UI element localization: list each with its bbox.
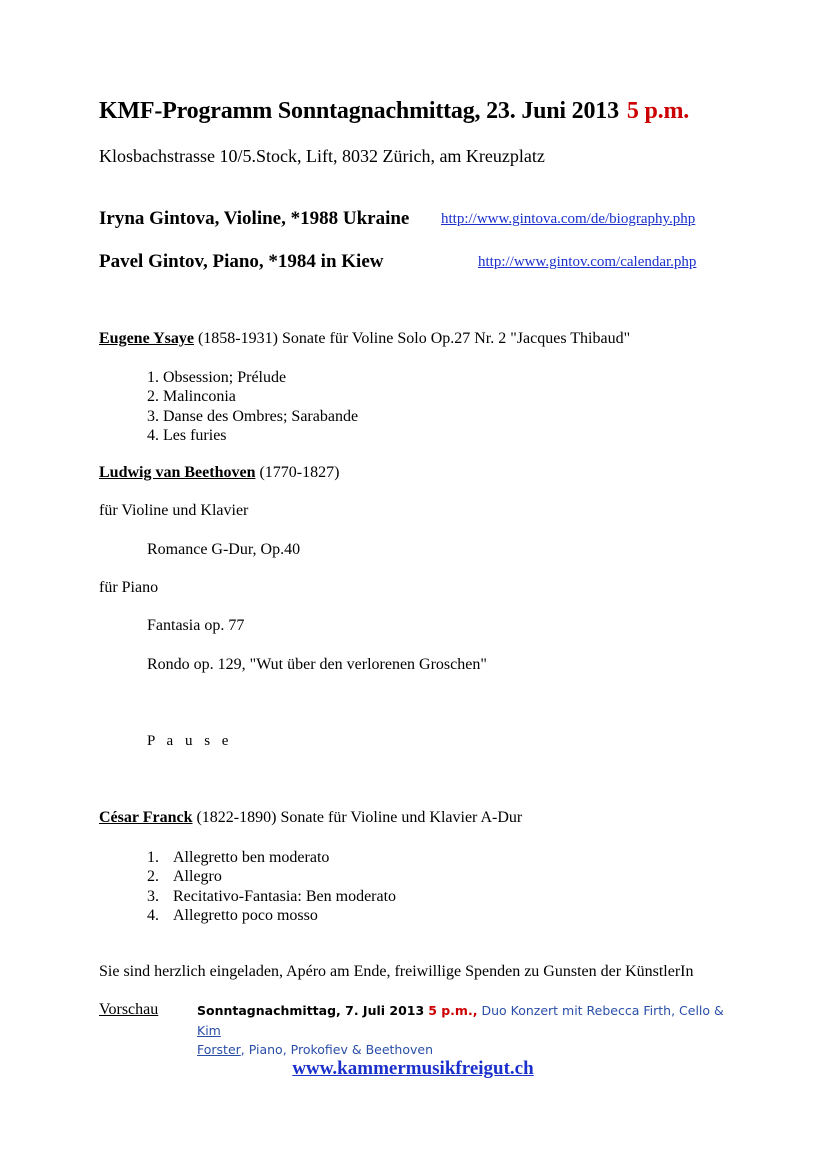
list-item: 2. Malinconia bbox=[147, 388, 236, 406]
movement-title: Recitativo-Fantasia: Ben moderato bbox=[173, 887, 397, 905]
beethoven-work-fantasia: Fantasia op. 77 bbox=[147, 617, 245, 634]
movement-number: 1. bbox=[147, 849, 159, 866]
title-time: 5 p.m. bbox=[626, 98, 690, 124]
beethoven-section-violin: für Violine und Klavier bbox=[99, 502, 249, 519]
beethoven-work-rondo: Rondo op. 129, "Wut über den verlorenen Groschen" bbox=[147, 656, 487, 673]
preview-name-kim: Kim bbox=[197, 1022, 221, 1038]
beethoven-years: (1770-1827) bbox=[259, 464, 340, 481]
franck-movements bbox=[147, 848, 396, 926]
artist-piano: Pavel Gintov, Piano, *1984 in Kiew bbox=[99, 251, 384, 272]
list-item: 3. Danse des Ombres; Sarabande bbox=[147, 407, 359, 425]
ysaye-details: (1858-1931) Sonate für Voline Solo Op.27 Nr. 2 "Jacques Thibaud" bbox=[197, 330, 631, 347]
website-link[interactable]: www.kammermusikfreigut.ch bbox=[292, 1058, 534, 1079]
preview-text bbox=[197, 1001, 737, 1060]
list-item bbox=[147, 867, 396, 886]
list-item bbox=[147, 887, 396, 906]
invitation-text: Sie sind herzlich eingeladen, Apéro am Ende, freiwillige Spenden zu Gunsten der KünstlerIn bbox=[99, 963, 694, 980]
movement-title: Allegretto ben moderato bbox=[173, 849, 330, 866]
preview-time: 5 p.m., bbox=[428, 1003, 478, 1018]
preview-date: Sonntagnachmittag, 7. Juli 2013 bbox=[197, 1003, 425, 1018]
movement-number: 3. bbox=[147, 887, 159, 905]
list-item bbox=[147, 848, 396, 867]
list-item bbox=[147, 906, 396, 925]
preview-label: Vorschau bbox=[99, 1001, 159, 1018]
ysaye-heading bbox=[99, 330, 630, 348]
artist-piano-link[interactable]: http://www.gintov.com/calendar.php bbox=[478, 254, 697, 270]
franck-details: (1822-1890) Sonate für Violine und Klavier A-Dur bbox=[196, 809, 523, 826]
list-item: 4. Les furies bbox=[147, 427, 227, 445]
beethoven-composer: Ludwig van Beethoven bbox=[99, 464, 256, 481]
beethoven-heading bbox=[99, 464, 339, 482]
franck-heading bbox=[99, 809, 522, 827]
artist-violin-link[interactable]: http://www.gintova.com/de/biography.php bbox=[441, 211, 696, 227]
beethoven-section-piano: für Piano bbox=[99, 579, 159, 596]
movement-number: 2. bbox=[147, 868, 159, 886]
movement-title: Allegretto poco mosso bbox=[173, 907, 318, 925]
movement-number: 4. bbox=[147, 907, 159, 925]
list-item: 1. Obsession; Prélude bbox=[147, 369, 287, 386]
preview-description: Duo Konzert mit Rebecca Firth, Cello & bbox=[481, 1003, 724, 1018]
ysaye-composer: Eugene Ysaye bbox=[99, 330, 194, 347]
preview-name-forster: Forster bbox=[197, 1042, 241, 1057]
beethoven-work-romance: Romance G-Dur, Op.40 bbox=[147, 541, 301, 558]
artist-violin: Iryna Gintova, Violine, *1988 Ukraine bbox=[99, 208, 410, 229]
movement-title: Allegro bbox=[173, 868, 222, 886]
page-title bbox=[99, 98, 689, 125]
pause-label: P a u s e bbox=[147, 733, 233, 749]
preview-description-end: , Piano, Prokofiev & Beethoven bbox=[240, 1042, 434, 1057]
venue-address: Klosbachstrasse 10/5.Stock, Lift, 8032 Zürich, am Kreuzplatz bbox=[99, 146, 545, 166]
ysaye-movements bbox=[147, 368, 358, 446]
franck-composer: César Franck bbox=[99, 809, 193, 826]
title-text: KMF-Programm Sonntagnachmittag, 23. Juni 2013 bbox=[99, 98, 619, 124]
